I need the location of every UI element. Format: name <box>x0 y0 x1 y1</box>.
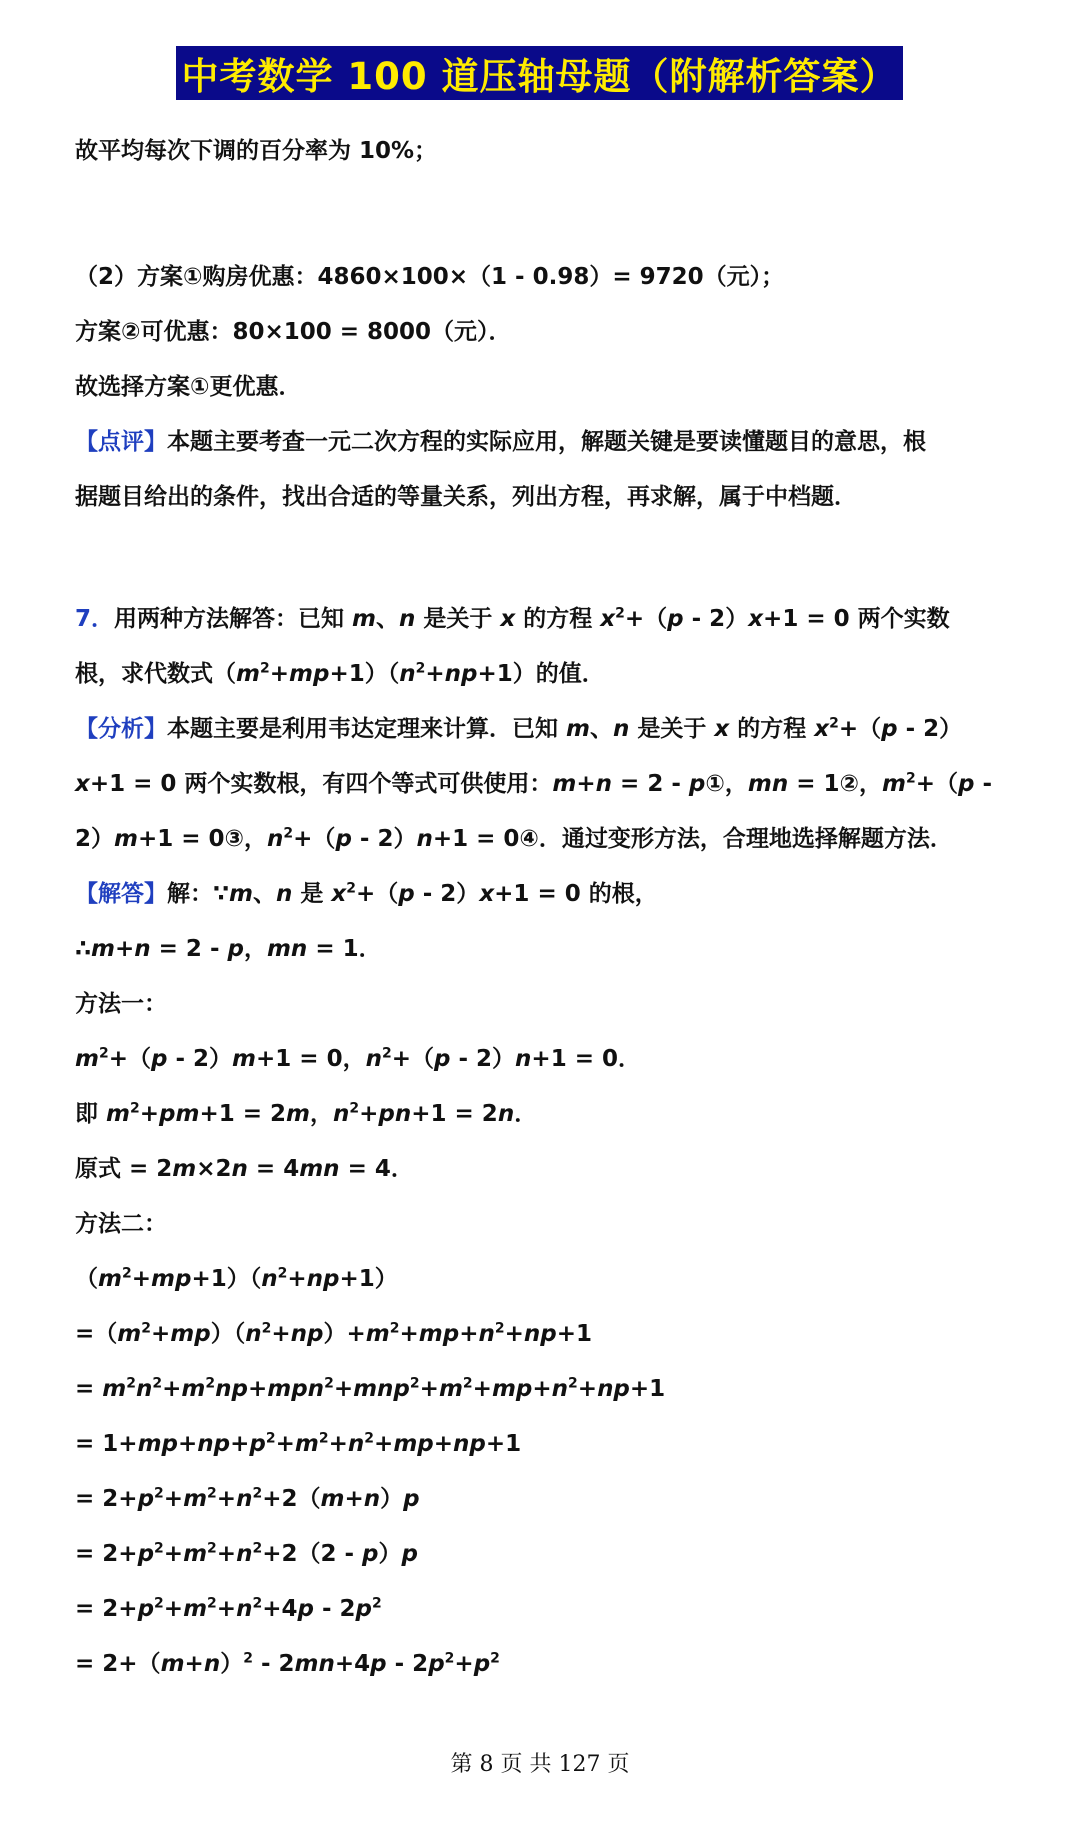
solution-line: 【解答】解：∵m、n 是 $x^2+(p - 2)x+1 = 0$ 的根， <box>75 880 658 907</box>
solution-line: $=(m^2+mp)(n^2+np)+m^2+mp+n^2+np+1$ <box>75 1320 592 1347</box>
solution-line: = $2+p^2+m^2+n^2+2(m+n)p$ <box>75 1485 420 1512</box>
method-heading: 方法二： <box>75 1211 167 1237</box>
question-line: 7．用两种方法解答：已知 m、n 是关于 x 的方程 $x^2+(p - 2)x+1 = 0$ 两个实数 <box>75 605 950 632</box>
analysis-line: x+1 = 0 两个实数根，有四个等式可供使用：m+n = 2 - p①，mn = 1②，$m^2+(p$ - <box>75 770 992 797</box>
title-banner <box>176 46 903 100</box>
page-title: 中考数学 100 道压轴母题（附解析答案） <box>181 55 898 98</box>
text-line: 故平均每次下调的百分率为 10%； <box>75 138 438 164</box>
comment-tag: 【点评】 <box>75 429 167 455</box>
solution-line: = $1+mp+np+p^2+m^2+n^2+mp+np+1$ <box>75 1430 522 1457</box>
analysis-line: 【分析】本题主要是利用韦达定理来计算．已知 m、n 是关于 x 的方程 $x^2+(p - 2)$ <box>75 715 963 742</box>
page-footer: 第 8 页 共 127 页 <box>450 1752 630 1777</box>
solution-line: = $2+p^2+m^2+n^2+2(2 - p)p$ <box>75 1540 418 1567</box>
text-line: 故选择方案①更优惠． <box>75 374 302 400</box>
solution-line: = $2+p^2+m^2+n^2+4p - 2p^2$ <box>75 1595 382 1622</box>
solution-line: ∴m+n = 2 - p，mn = 1． <box>75 936 382 962</box>
text-line: 方案②可优惠：80×100 = 8000（元）． <box>75 319 512 345</box>
analysis-line: 2）m+1 = 0③，$n^2+(p - 2)n+1$ = 0④．通过变形方法，合理地选择解题方法． <box>75 825 953 852</box>
solution-line: 即 $m^2+pm+1 = 2m$，$n^2+pn+1 = 2n$． <box>75 1100 538 1127</box>
text-line: 据题目给出的条件，找出合适的等量关系，列出方程，再求解，属于中档题． <box>75 484 857 510</box>
method-heading: 方法一： <box>75 991 167 1017</box>
solution-line: $m^2+(p - 2)m+1 = 0$，$n^2+(p - 2)n+1 = 0$． <box>75 1045 641 1072</box>
analysis-tag: 【分析】 <box>75 716 167 742</box>
question-number: 7． <box>75 606 115 632</box>
solution-line: $(m^2+mp+1)(n^2+np+1)$ <box>75 1265 398 1292</box>
solution-line: 原式 = 2m×2n = 4mn = 4． <box>75 1156 414 1182</box>
solution-line: = $2+(m+n)^2 - 2mn+4p - 2p^2+p^2$ <box>75 1650 500 1677</box>
text-line: （2）方案①购房优惠：4860×100×（1 - 0.98）= 9720（元）； <box>75 264 785 290</box>
solution-tag: 【解答】 <box>75 881 167 907</box>
comment-line: 【点评】本题主要考查一元二次方程的实际应用，解题关键是要读懂题目的意思，根 <box>75 429 926 455</box>
solution-line: = $m^2n^2+m^2np+mpn^2+mnp^2+m^2+mp+n^2+np+1$ <box>75 1375 666 1402</box>
question-line: 根，求代数式$(m^2+mp+1)(n^2+np+1)$的值． <box>75 660 605 687</box>
